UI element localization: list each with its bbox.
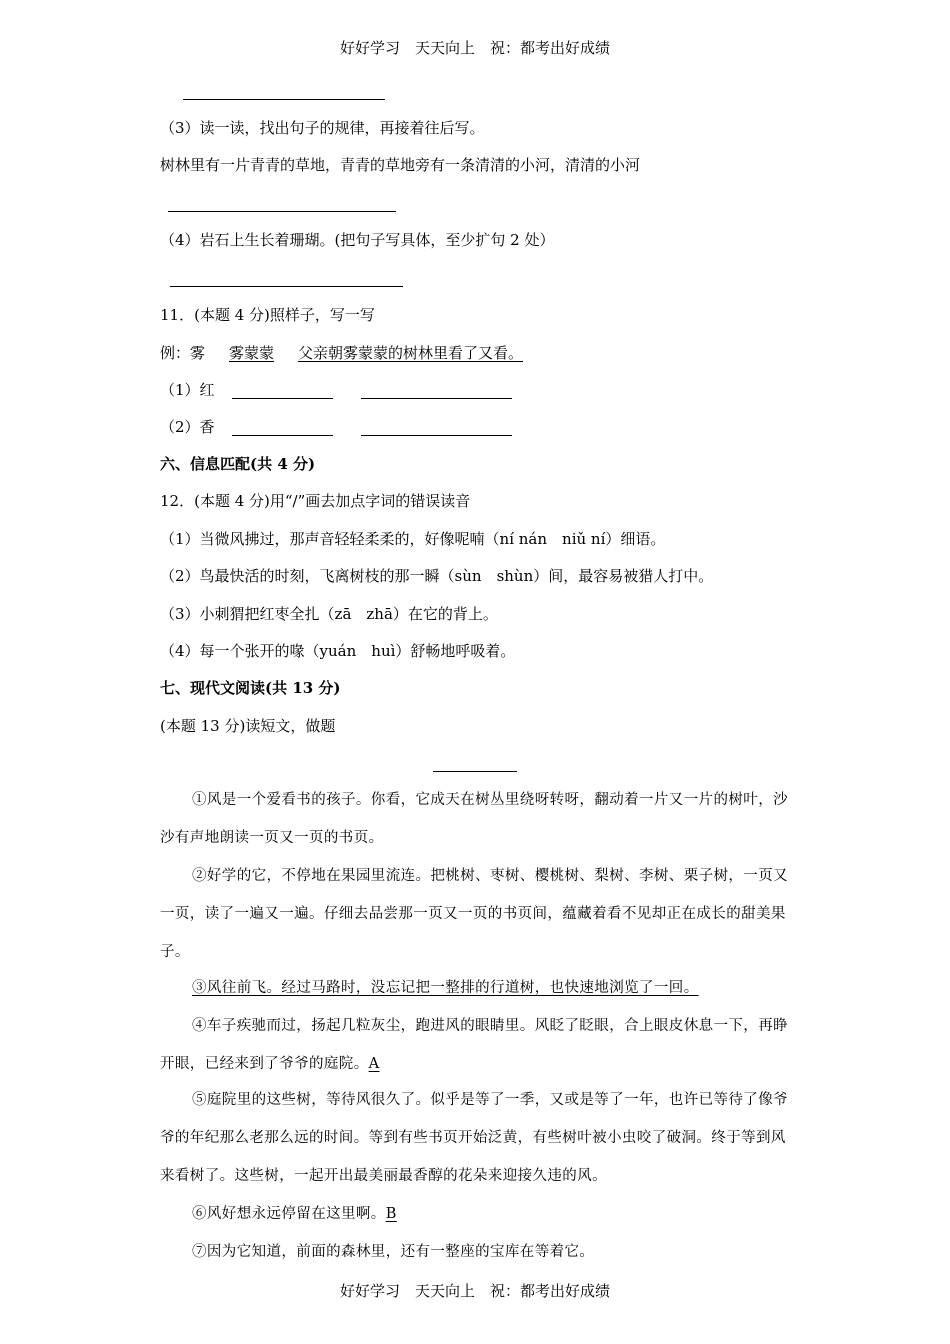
section-7-title: 七、现代文阅读(共 13 分) (160, 679, 341, 697)
marker-a: A (368, 1056, 380, 1072)
q10-4-prompt: （4）岩石上生长着珊瑚。(把句子写具体，至少扩句 2 处） (160, 231, 555, 249)
q10-3-sentence: 树林里有一片青青的草地，青青的草地旁有一条清清的小河，清清的小河 (160, 156, 641, 174)
paragraph-text: ④车子疾驰而过，扬起几粒灰尘，跑进风的眼睛里。风眨了眨眼，合上眼皮休息一下，再睁开眼，已经来到了爷爷的庭院。 (160, 1018, 788, 1072)
marker-b: B (385, 1206, 397, 1222)
passage-paragraph-2: ②好学的它，不停地在果园里流连。把桃树、枣树、樱桃树、梨树、李树、栗子树，一页又一页，读了一遍又一遍。仔细去品尝那一页又一页的书页间，蕴藏着看不见却正在成长的甜美果子。 (160, 868, 788, 960)
page-header: 好好学习 天天向上 祝：都考出好成绩 (339, 39, 610, 57)
passage-paragraph-4 (160, 1007, 792, 1083)
q12-item: （2）鸟最快活的时刻，飞离树枝的那一瞬（sùn shùn）间，最容易被猎人打中。 (160, 567, 714, 585)
answer-line[interactable] (232, 435, 333, 436)
q10-3-prompt: （3）读一读，找出句子的规律，再接着往后写。 (160, 119, 485, 137)
q11-example-label: 例：雾 (160, 344, 206, 362)
answer-line[interactable] (361, 435, 512, 436)
section-6-title: 六、信息匹配(共 4 分) (160, 455, 316, 473)
answer-line[interactable] (361, 398, 512, 399)
answer-line[interactable] (168, 211, 396, 212)
section-7-intro: (本题 13 分)读短文，做题 (160, 717, 336, 735)
q12-item: （4）每一个张开的喙（yuán huì）舒畅地呼吸着。 (160, 642, 516, 660)
passage-paragraph-7: ⑦因为它知道，前面的森林里，还有一整座的宝库在等着它。 (192, 1244, 595, 1260)
paragraph-text: ⑥风好想永远停留在这里啊。 (192, 1206, 386, 1222)
passage-paragraph-5: ⑤庭院里的这些树，等待风很久了。似乎是等了一季，又或是等了一年，也许已等待了像爷爷的年纪那么老那么远的时间。等到有些书页开始泛黄，有些树叶被小虫咬了破洞。终于等到风来看树了。这些树，一起开出最美丽最香醇的花朵来迎接久违的风。 (160, 1092, 788, 1184)
q11-title: 11．(本题 4 分)照样子，写一写 (160, 306, 375, 324)
q12-title: 12．(本题 4 分)用“/”画去加点字词的错误读音 (160, 492, 471, 510)
q11-item-1: （1）红 (160, 381, 215, 399)
q11-item-2: （2）香 (160, 418, 215, 436)
answer-line[interactable] (170, 286, 403, 287)
q12-item: （1）当微风拂过，那声音轻轻柔柔的，好像呢喃（ní nán niǔ ní）细语。 (160, 530, 666, 548)
passage-paragraph-1: ①风是一个爱看书的孩子。你看，它成天在树丛里绕呀转呀，翻动着一片又一片的树叶，沙沙有声地朗读一页又一页的书页。 (160, 792, 788, 846)
passage-title-line[interactable] (433, 771, 517, 772)
passage-paragraph-3 (160, 969, 792, 1007)
q12-item: （3）小刺猬把红枣全扎（zā zhā）在它的背上。 (160, 605, 498, 623)
answer-line[interactable] (232, 398, 333, 399)
q11-example-sentence: 父亲朝雾蒙蒙的树林里看了又看。 (298, 344, 524, 362)
page-footer: 好好学习 天天向上 祝：都考出好成绩 (339, 1282, 610, 1300)
passage-paragraph-6 (160, 1195, 792, 1233)
answer-line[interactable] (183, 99, 385, 100)
underlined-sentence: ③风往前飞。经过马路时，没忘记把一整排的行道树，也快速地浏览了一回。 (192, 980, 699, 996)
q11-example-word: 雾蒙蒙 (229, 344, 275, 362)
